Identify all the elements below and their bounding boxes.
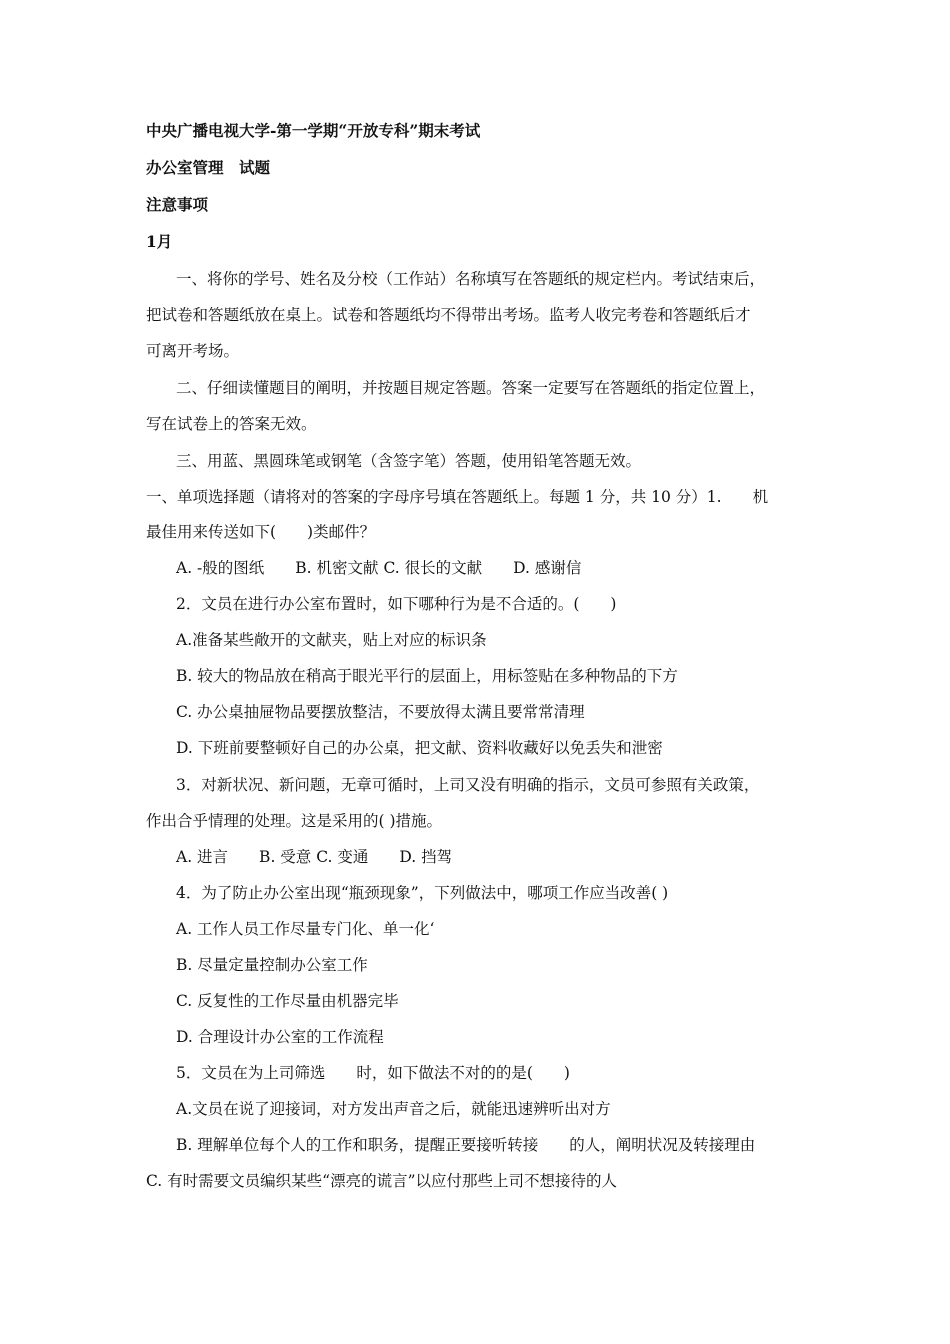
exam-date: 1月 bbox=[146, 232, 173, 251]
question-option: A.文员在说了迎接词，对方发出声音之后，就能迅速辨听出对方 bbox=[176, 1100, 611, 1118]
section-heading: 一、单项选择题（请将对的答案的字母序号填在答题纸上。每题 1 分，共 10 分）1. 机 bbox=[146, 488, 769, 506]
question-options: A. 进言 B. 受意 C. 变通 D. 挡驾 bbox=[176, 848, 453, 866]
question-option: A. 工作人员工作尽量专门化、单一化‘ bbox=[176, 920, 435, 938]
question-option: B. 较大的物品放在稍高于眼光平行的层面上，用标签贴在多种物品的下方 bbox=[176, 667, 678, 685]
question-text: 3．对新状况、新问题，无章可循时，上司又没有明确的指示，文员可参照有关政策， bbox=[176, 776, 760, 794]
question-option: D. 下班前要整顿好自己的办公桌，把文献、资料收藏好以免丢失和泄密 bbox=[176, 739, 663, 757]
question-option: D. 合理设计办公室的工作流程 bbox=[176, 1028, 384, 1046]
question-text: 5．文员在为上司筛选 时，如下做法不对的的是( ) bbox=[176, 1064, 570, 1082]
question-option: C. 反复性的工作尽量由机器完毕 bbox=[176, 992, 399, 1010]
notice-line: 把试卷和答题纸放在桌上。试卷和答题纸均不得带出考场。监考人收完考卷和答题纸后才 bbox=[146, 306, 751, 324]
notice-line: 可离开考场。 bbox=[146, 342, 240, 360]
question-option: B. 尽量定量控制办公室工作 bbox=[176, 956, 368, 974]
question-text: 作出合乎情理的处理。这是采用的( )措施。 bbox=[146, 812, 443, 830]
exam-subject: 办公室管理 试题 bbox=[146, 158, 271, 177]
question-option: A.准备某些敞开的文献夹，贴上对应的标识条 bbox=[176, 631, 487, 649]
notice-line: 写在试卷上的答案无效。 bbox=[146, 415, 317, 433]
question-text: 2．文员在进行办公室布置时，如下哪种行为是不合适的。( ) bbox=[176, 595, 617, 613]
question-option: C. 有时需要文员编织某些“漂亮的谎言”以应付那些上司不想接待的人 bbox=[146, 1172, 618, 1190]
question-option: C. 办公桌抽屉物品要摆放整洁，不要放得太满且要常常清理 bbox=[176, 703, 585, 721]
notice-heading: 注意事项 bbox=[146, 195, 209, 214]
notice-line: 三、用蓝、黑圆珠笔或钢笔（含签字笔）答题，使用铅笔答题无效。 bbox=[176, 452, 642, 470]
notice-line: 二、仔细读懂题目的阐明，并按题目规定答题。答案一定要写在答题纸的指定位置上， bbox=[176, 379, 766, 397]
question-text: 最佳用来传送如下( )类邮件？ bbox=[146, 523, 376, 541]
question-option: B. 理解单位每个人的工作和职务，提醒正要接听转接 的人，阐明状况及转接理由 bbox=[176, 1136, 756, 1154]
question-text: 4．为了防止办公室出现“瓶颈现象”，下列做法中，哪项工作应当改善( ) bbox=[176, 884, 669, 902]
exam-title: 中央广播电视大学-第一学期“开放专科”期末考试 bbox=[146, 121, 481, 140]
question-options: A. -般的图纸 B. 机密文献 C. 很长的文献 D. 感谢信 bbox=[176, 559, 582, 577]
notice-line: 一、将你的学号、姓名及分校（工作站）名称填写在答题纸的规定栏内。考试结束后， bbox=[176, 270, 766, 288]
